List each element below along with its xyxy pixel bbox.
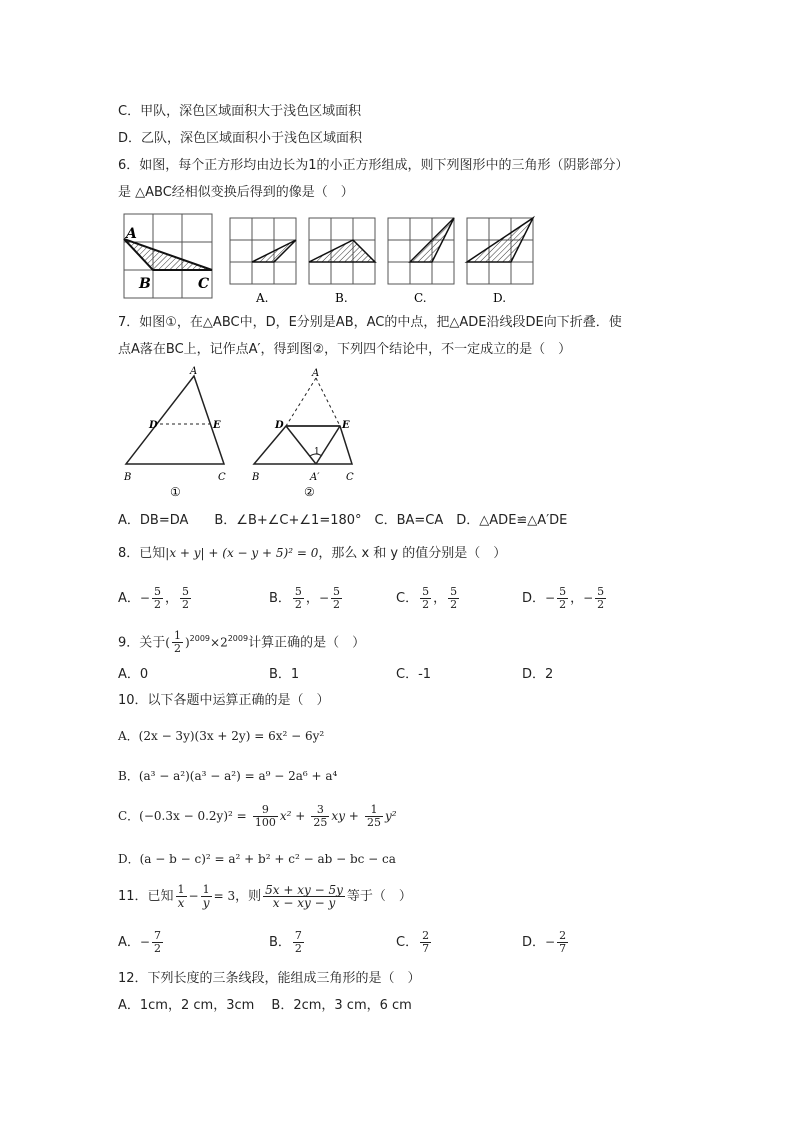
q6-original-grid — [124, 214, 212, 298]
q11-option-d: D．− $\frac{2}{7}$ — [522, 929, 567, 955]
q9-option-d: D．2 — [522, 667, 554, 682]
q8-suffix: ，那么 x 和 y 的值分别是（ ） — [318, 546, 507, 561]
q6-stem-line2: 是 △ABC经相似变换后得到的像是（ ） — [118, 185, 354, 200]
q10-option-a: A．(2x − 3y)(3x + 2y) = 6x² − 6y² — [118, 729, 325, 743]
q11-cond-frac-2: $\frac{1}{y}$ — [202, 883, 210, 910]
q6-choice-c-label: C. — [414, 291, 427, 305]
q8-option-c: C． $\frac{5}{2}$ ， $\frac{5}{2}$ — [396, 585, 458, 611]
q8-prefix: 8．已知 — [118, 546, 166, 561]
q11-option-a: A．− $\frac{7}{2}$ — [118, 929, 161, 955]
q6-choice-d-label: D. — [493, 291, 507, 305]
q9-option-a: A．0 — [118, 667, 149, 682]
q10-stem: 10．以下各题中运算正确的是（ ） — [118, 693, 330, 708]
q6-triangle-abc — [124, 239, 212, 270]
q8-option-fraction: $\frac{5}{2}$ — [153, 585, 161, 611]
q7-figure — [118, 366, 368, 502]
q7-figure-2 — [251, 368, 354, 499]
q6-choice-b-label: B. — [335, 291, 348, 305]
q6-choice-a-figure[interactable] — [230, 218, 296, 305]
q5-option-c: C．甲队，深色区域面积大于浅色区域面积 — [118, 104, 362, 119]
q8-option-fraction: $\frac{5}{2}$ — [597, 585, 605, 611]
q7-f2-label-ap: A′ — [310, 472, 320, 483]
q9-times: ×2 — [210, 635, 228, 650]
q10-c-frac-2: $\frac{3}{25}$ — [313, 803, 328, 829]
q6-choice-b-figure[interactable] — [309, 218, 375, 305]
q11-option-b: B． $\frac{7}{2}$ — [269, 929, 302, 955]
q8-option-fraction: $\frac{5}{2}$ — [181, 585, 189, 611]
q11-option-fraction: $\frac{7}{2}$ — [294, 929, 302, 955]
q7-stem-line1: 7．如图①，在△ABC中，D，E分别是AB，AC的中点，把△ADE沿线段DE向下折叠．使 — [118, 315, 622, 330]
q5-option-d: D．乙队，深色区域面积小于浅色区域面积 — [118, 131, 363, 146]
q10-option-c: C．(−0.3x − 0.2y)² = $\frac{9}{100}$ x² + $\frac{3}{25}$ xy + $\frac{1}{25}$ y² — [118, 803, 397, 829]
q9-exponent-2: 2009 — [227, 634, 249, 643]
q7-f2-caption: ② — [304, 485, 315, 499]
q11-option-fraction: $\frac{7}{2}$ — [153, 929, 161, 955]
q6-figure — [118, 208, 548, 308]
q6-label-b: B — [139, 276, 151, 292]
q8-stem — [118, 544, 506, 563]
q10-option-d: D．(a − b − c)² = a² + b² + c² − ab − bc − ca — [118, 852, 396, 866]
q11-cond-frac-1: $\frac{1}{x}$ — [177, 883, 185, 910]
q6-stem-line1: 6．如图，每个正方形均由边长为1的小正方形组成，则下列图形中的三角形（阴影部分） — [118, 158, 629, 173]
q7-options: A．DB=DA B．∠B+∠C+∠1=180° C．BA=CA D．△ADE≌△A′DE — [118, 513, 568, 528]
q9-option-b: B．1 — [269, 667, 300, 682]
q7-f1-label-c: C — [218, 472, 226, 483]
q9-exponent: 2009 — [189, 634, 211, 643]
q9-option-c: C．-1 — [396, 667, 432, 682]
q11-option-fraction: $\frac{2}{7}$ — [422, 929, 430, 955]
q11-stem: 11．已知 $\frac{1}{x}$ − $\frac{1}{y}$ = 3，则 $\frac{5x + xy - 5y}{x - xy - y}$ 等于（ ） — [118, 883, 412, 910]
q7-f2-label-b: B — [252, 472, 260, 483]
q7-f2-label-e: E — [342, 420, 350, 431]
q9-base-fraction: $\frac{1}{2}$ — [173, 629, 181, 656]
q8-option-fraction: $\frac{5}{2}$ — [333, 585, 340, 611]
q8-option-fraction: $\frac{5}{2}$ — [294, 585, 302, 611]
q7-f2-label-c: C — [346, 472, 354, 483]
q8-option-fraction: $\frac{5}{2}$ — [422, 585, 430, 611]
q7-f1-label-d: D — [149, 420, 158, 431]
q11-option-fraction: $\frac{2}{7}$ — [559, 929, 567, 955]
q6-choice-d-figure[interactable] — [467, 218, 533, 305]
q8-option-b: B． $\frac{5}{2}$ ，− $\frac{5}{2}$ — [269, 585, 340, 611]
q9-stem: 9．关于( $\frac{1}{2}$ )$^{2009}\times 2^{2009}$计算正确的是（ ） — [118, 629, 366, 656]
q12-options: A．1cm，2 cm，3cm B．2cm，3 cm，6 cm — [118, 998, 412, 1013]
q7-stem-line2: 点A落在BC上，记作点A′，得到图②，下列四个结论中，不一定成立的是（ ） — [118, 342, 572, 357]
q6-choice-a-label: A. — [256, 291, 269, 305]
q7-f2-label-d: D — [275, 420, 284, 431]
q8-option-a: A．− $\frac{5}{2}$ ， $\frac{5}{2}$ — [118, 585, 189, 611]
q9-suffix: 计算正确的是（ ） — [248, 635, 366, 651]
q7-f2-label-a: A — [312, 368, 320, 379]
q10-c-frac-3: $\frac{1}{25}$ — [366, 803, 381, 829]
q8-option-fraction: $\frac{5}{2}$ — [559, 585, 567, 611]
q9-prefix: 9．关于 — [118, 635, 166, 651]
q11-option-c: C． $\frac{2}{7}$ — [396, 929, 430, 955]
q10-option-b: B．(a³ − a²)(a³ − a²) = a⁹ − 2a⁶ + a⁴ — [118, 769, 338, 783]
q8-option-d: D．− $\frac{5}{2}$ ，− $\frac{5}{2}$ — [522, 585, 605, 611]
q7-figure-1 — [123, 366, 226, 499]
q12-stem: 12．下列长度的三条线段，能组成三角形的是（ ） — [118, 971, 421, 986]
q7-f1-label-a: A — [190, 366, 198, 377]
q8-option-fraction: $\frac{5}{2}$ — [450, 585, 458, 611]
q10-c-frac-1: $\frac{9}{100}$ — [254, 803, 276, 829]
q7-f1-label-b: B — [124, 472, 132, 483]
q11-expression-frac: $\frac{5x + xy - 5y}{x - xy - y}$ — [265, 883, 343, 910]
q6-choice-c-figure[interactable] — [388, 218, 454, 305]
q7-f2-label-one: 1 — [314, 447, 320, 457]
q7-f1-label-e: E — [213, 420, 221, 431]
q6-label-c: C — [198, 276, 210, 292]
q6-label-a: A — [126, 226, 137, 242]
q7-f1-caption: ① — [170, 485, 181, 499]
q8-expression: |x + y| + (x − y + 5)² = 0 — [165, 546, 319, 560]
